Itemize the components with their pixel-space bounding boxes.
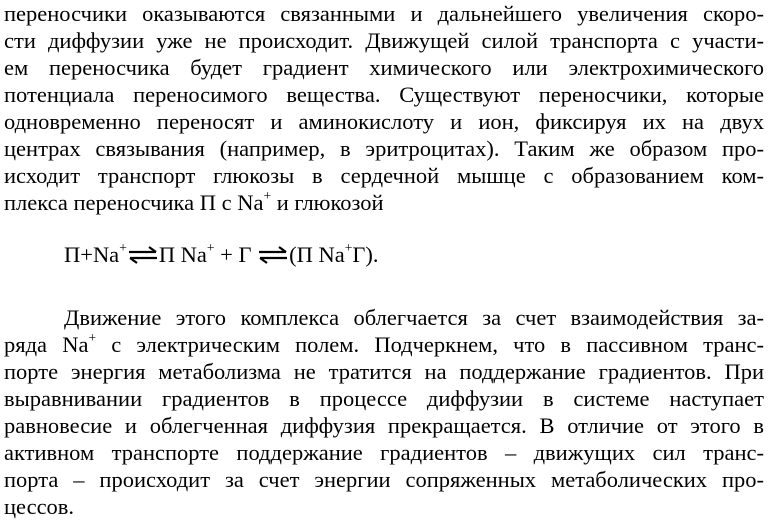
text-line: активном транспорте поддержание градиентов – движущих сил транс- (4, 440, 764, 465)
text-run: с электрическим полем. Подчеркнем, что в пассивном транс- (96, 332, 764, 357)
superscript-charge: + (88, 329, 97, 345)
text-line: потенциала переносимого вещества. Существуют переносчики, которые (4, 82, 764, 107)
reaction-equation (64, 241, 379, 268)
text-line: Движение этого комплекса облегчается за счет взаимодействия за- (64, 305, 764, 330)
text-line: ем переносчика будет градиент химического или электрохимического (4, 55, 764, 80)
text-line: порте энергия метаболизма не тратится на поддержание градиентов. При (4, 359, 764, 384)
equilibrium-arrow-icon (258, 246, 288, 264)
text-line: исходит транспорт глюкозы в сердечной мышце с образованием ком- (4, 163, 764, 188)
text-run: и глюкозой (271, 190, 384, 215)
superscript-charge: + (263, 187, 272, 203)
text-line: одновременно переносят и аминокислоту и ион, фиксируя их на двух (4, 109, 764, 134)
text-run: ряда Na (4, 332, 89, 357)
text-line (4, 189, 764, 216)
text-run: плекса переносчика П с Na (4, 190, 264, 215)
text-line (4, 331, 764, 358)
equation-term: + Г (214, 242, 258, 267)
text-line: порта – происходит за счет энергии сопряженных метаболических про- (4, 467, 764, 492)
equation-term: (П Na (289, 242, 345, 267)
superscript-charge: + (206, 239, 215, 255)
text-line: равновесие и облегченная диффузия прекращается. В отличие от этого в (4, 413, 764, 438)
equation-term: Г). (352, 242, 379, 267)
text-line: сти диффузии уже не происходит. Движущей силой транспорта с участи- (4, 28, 764, 53)
equilibrium-arrow-icon (128, 246, 158, 264)
text-line: центрах связывания (например, в эритроцитах). Таким же образом про- (4, 136, 764, 161)
text-line: выравнивании градиентов в процессе диффузии в системе наступает (4, 386, 764, 411)
equation-term: П Na (158, 242, 207, 267)
text-line: переносчики оказываются связанными и дальнейшего увеличения скоро- (4, 1, 764, 26)
superscript-charge: + (344, 239, 353, 255)
equation-term: П+Na (64, 242, 120, 267)
superscript-charge: + (119, 239, 127, 255)
text-line: цессов. (4, 494, 75, 519)
